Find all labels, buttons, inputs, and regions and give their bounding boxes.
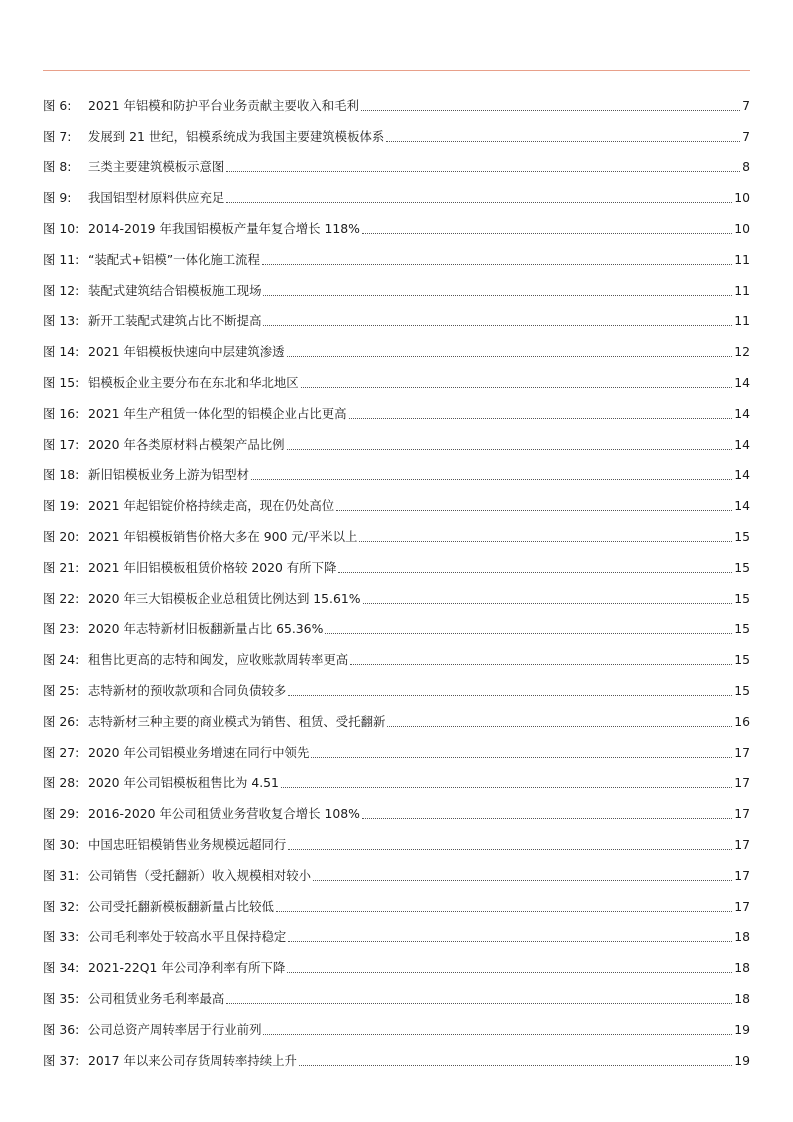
- figure-number: 图 18:: [43, 467, 80, 483]
- figure-number: 图 30:: [43, 836, 80, 852]
- toc-entry[interactable]: [43, 976, 750, 1007]
- toc-entry[interactable]: [43, 145, 750, 176]
- page-number: 15: [734, 682, 750, 698]
- dot-leader: [361, 110, 740, 111]
- figure-title: 公司总资产周转率居于行业前列: [88, 1021, 262, 1037]
- dot-leader: [387, 726, 732, 727]
- toc-entry[interactable]: [43, 545, 750, 576]
- page-number: 17: [734, 836, 750, 852]
- dot-leader: [287, 449, 733, 450]
- page-number: 8: [742, 159, 750, 175]
- dot-leader: [226, 202, 732, 203]
- toc-entry[interactable]: [43, 1007, 750, 1038]
- dot-leader: [362, 818, 732, 819]
- toc-entry[interactable]: [43, 237, 750, 268]
- figure-title: 2020 年公司铝模板租售比为 4.51: [88, 775, 279, 791]
- toc-entry[interactable]: [43, 83, 750, 114]
- figure-title: 2021-22Q1 年公司净利率有所下降: [88, 960, 286, 976]
- page-number: 15: [734, 590, 750, 606]
- dot-leader: [281, 787, 732, 788]
- dot-leader: [349, 418, 733, 419]
- dot-leader: [226, 171, 740, 172]
- toc-entry[interactable]: [43, 329, 750, 360]
- toc-entry[interactable]: [43, 514, 750, 545]
- page-number: 7: [742, 128, 750, 144]
- figure-number: 图 34:: [43, 960, 80, 976]
- page-number: 18: [734, 929, 750, 945]
- figure-title: 2021 年起铝锭价格持续走高，现在仍处高位: [88, 498, 335, 514]
- dot-leader: [288, 849, 732, 850]
- toc-entry[interactable]: [43, 1038, 750, 1069]
- page-number: 14: [734, 467, 750, 483]
- toc-entry[interactable]: [43, 637, 750, 668]
- figure-title: 2020 年公司铝模业务增速在同行中领先: [88, 744, 310, 760]
- toc-entry[interactable]: [43, 761, 750, 792]
- dot-leader: [226, 1003, 732, 1004]
- toc-entry[interactable]: [43, 668, 750, 699]
- figure-title: “装配式+铝模”一体化施工流程: [88, 251, 260, 267]
- dot-leader: [299, 1065, 732, 1066]
- page-number: 10: [734, 220, 750, 236]
- figure-title: 2020 年志特新材旧板翻新量占比 65.36%: [88, 621, 324, 637]
- page-number: 18: [734, 960, 750, 976]
- dot-leader: [288, 941, 732, 942]
- dot-leader: [251, 479, 732, 480]
- figure-number: 图 10:: [43, 220, 80, 236]
- figure-number: 图 26:: [43, 713, 80, 729]
- dot-leader: [313, 880, 732, 881]
- page-number: 15: [734, 621, 750, 637]
- toc-entry[interactable]: [43, 607, 750, 638]
- figure-number: 图 20:: [43, 528, 80, 544]
- figure-title: 新开工装配式建筑占比不断提高: [88, 313, 262, 329]
- figure-title: 公司租赁业务毛利率最高: [88, 990, 225, 1006]
- dot-leader: [287, 356, 733, 357]
- figure-number: 图 15:: [43, 374, 80, 390]
- figure-number: 图 28:: [43, 775, 80, 791]
- page-number: 17: [734, 806, 750, 822]
- figure-number: 图 12:: [43, 282, 80, 298]
- figure-number: 图 13:: [43, 313, 80, 329]
- page-number: 19: [734, 1052, 750, 1068]
- figure-number: 图 27:: [43, 744, 80, 760]
- figure-number: 图 31:: [43, 867, 80, 883]
- header-divider: [43, 70, 750, 71]
- page-number: 14: [734, 374, 750, 390]
- page-number: 14: [734, 436, 750, 452]
- page-number: 14: [734, 405, 750, 421]
- figure-number: 图 7:: [43, 128, 72, 144]
- toc-entry[interactable]: [43, 791, 750, 822]
- toc-entry[interactable]: [43, 360, 750, 391]
- figure-title: 2020 年各类原材料占模架产品比例: [88, 436, 285, 452]
- toc-entry[interactable]: [43, 945, 750, 976]
- figure-title: 2021 年生产租赁一体化型的铝模企业占比更高: [88, 405, 347, 421]
- page-number: 15: [734, 652, 750, 668]
- figure-number: 图 19:: [43, 498, 80, 514]
- figure-title: 租售比更高的志特和闽发，应收账款周转率更高: [88, 652, 349, 668]
- figure-number: 图 29:: [43, 806, 80, 822]
- page-number: 10: [734, 190, 750, 206]
- page-number: 16: [734, 713, 750, 729]
- figure-number: 图 37:: [43, 1052, 80, 1068]
- figure-title: 公司销售（受托翻新）收入规模相对较小: [88, 867, 312, 883]
- toc-entry[interactable]: [43, 730, 750, 761]
- figure-title: 2020 年三大铝模板企业总租赁比例达到 15.61%: [88, 590, 361, 606]
- dot-leader: [336, 510, 732, 511]
- figure-title: 中国忠旺铝模销售业务规模远超同行: [88, 836, 287, 852]
- figure-number: 图 22:: [43, 590, 80, 606]
- dot-leader: [386, 141, 740, 142]
- toc-entry[interactable]: [43, 206, 750, 237]
- figure-title: 2017 年以来公司存货周转率持续上升: [88, 1052, 297, 1068]
- page-number: 18: [734, 990, 750, 1006]
- toc-entry[interactable]: [43, 576, 750, 607]
- toc-entry[interactable]: [43, 114, 750, 145]
- figure-number: 图 11:: [43, 251, 80, 267]
- dot-leader: [301, 387, 733, 388]
- figure-number: 图 21:: [43, 559, 80, 575]
- dot-leader: [287, 972, 732, 973]
- figure-number: 图 35:: [43, 990, 80, 1006]
- page-number: 17: [734, 898, 750, 914]
- toc-entry[interactable]: [43, 422, 750, 453]
- figure-number: 图 16:: [43, 405, 80, 421]
- figure-title: 我国铝型材原料供应充足: [88, 190, 225, 206]
- dot-leader: [338, 572, 732, 573]
- figure-number: 图 23:: [43, 621, 80, 637]
- figure-number: 图 14:: [43, 344, 80, 360]
- dot-leader: [359, 541, 732, 542]
- dot-leader: [263, 325, 732, 326]
- figure-title: 装配式建筑结合铝模板施工现场: [88, 282, 262, 298]
- figure-title: 铝模板企业主要分布在东北和华北地区: [88, 374, 299, 390]
- figure-title: 志特新材的预收款项和合同负债较多: [88, 682, 287, 698]
- figure-title: 2014-2019 年我国铝模板产量年复合增长 118%: [88, 220, 360, 236]
- figure-title: 2021 年旧铝模板租赁价格较 2020 有所下降: [88, 559, 337, 575]
- figure-title: 公司受托翻新模板翻新量占比较低: [88, 898, 274, 914]
- figure-number: 图 33:: [43, 929, 80, 945]
- toc-entry[interactable]: [43, 175, 750, 206]
- toc-entry[interactable]: [43, 699, 750, 730]
- page-number: 7: [742, 97, 750, 113]
- figure-title: 新旧铝模板业务上游为铝型材: [88, 467, 250, 483]
- dot-leader: [311, 757, 732, 758]
- page-number: 14: [734, 498, 750, 514]
- page-number: 19: [734, 1021, 750, 1037]
- dot-leader: [362, 233, 732, 234]
- toc-entry[interactable]: [43, 391, 750, 422]
- figure-number: 图 24:: [43, 652, 80, 668]
- figure-list: [43, 83, 750, 1069]
- dot-leader: [276, 911, 732, 912]
- figure-title: 发展到 21 世纪，铝模系统成为我国主要建筑模板体系: [88, 128, 385, 144]
- dot-leader: [325, 633, 732, 634]
- toc-entry[interactable]: [43, 822, 750, 853]
- toc-entry[interactable]: [43, 299, 750, 330]
- figure-number: 图 9:: [43, 190, 72, 206]
- toc-entry[interactable]: [43, 884, 750, 915]
- page-number: 17: [734, 867, 750, 883]
- page-number: 11: [734, 282, 750, 298]
- page-number: 11: [734, 251, 750, 267]
- page-number: 17: [734, 744, 750, 760]
- dot-leader: [363, 603, 733, 604]
- toc-entry[interactable]: [43, 453, 750, 484]
- figure-title: 志特新材三种主要的商业模式为销售、租赁、受托翻新: [88, 713, 386, 729]
- figure-number: 图 17:: [43, 436, 80, 452]
- figure-title: 2021 年铝模板销售价格大多在 900 元/平米以上: [88, 528, 358, 544]
- page-number: 15: [734, 559, 750, 575]
- toc-entry[interactable]: [43, 915, 750, 946]
- figure-title: 2021 年铝模板快速向中层建筑渗透: [88, 344, 285, 360]
- toc-entry[interactable]: [43, 483, 750, 514]
- figure-title: 2021 年铝模和防护平台业务贡献主要收入和毛利: [88, 97, 359, 113]
- figure-number: 图 8:: [43, 159, 72, 175]
- page-number: 15: [734, 528, 750, 544]
- figure-number: 图 25:: [43, 682, 80, 698]
- dot-leader: [262, 264, 732, 265]
- dot-leader: [263, 1034, 732, 1035]
- figure-number: 图 6:: [43, 97, 72, 113]
- figure-title: 2016-2020 年公司租赁业务营收复合增长 108%: [88, 806, 360, 822]
- figure-title: 三类主要建筑模板示意图: [88, 159, 225, 175]
- dot-leader: [288, 695, 732, 696]
- page-number: 12: [734, 344, 750, 360]
- dot-leader: [263, 295, 732, 296]
- page-number: 11: [734, 313, 750, 329]
- figure-number: 图 36:: [43, 1021, 80, 1037]
- figure-number: 图 32:: [43, 898, 80, 914]
- toc-entry[interactable]: [43, 268, 750, 299]
- toc-entry[interactable]: [43, 853, 750, 884]
- figure-title: 公司毛利率处于较高水平且保持稳定: [88, 929, 287, 945]
- dot-leader: [350, 664, 732, 665]
- page-number: 17: [734, 775, 750, 791]
